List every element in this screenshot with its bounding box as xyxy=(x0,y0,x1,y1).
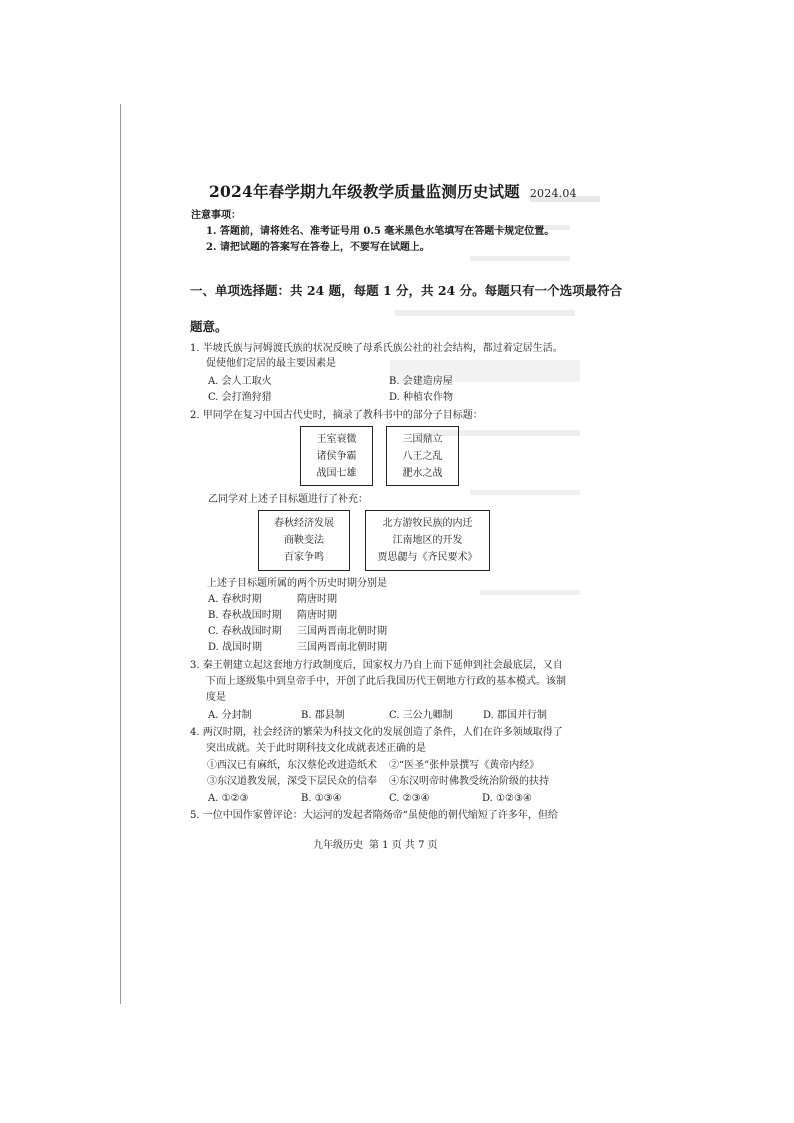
q1-option-b: B. 会建造房屋 xyxy=(389,376,453,387)
q2-option-a-letter: A. 春秋时期 xyxy=(208,594,262,605)
q4-option-b: B. ①③④ xyxy=(301,793,342,804)
q2-box1-line: 战国七雄 xyxy=(316,467,357,479)
q2-box-2 xyxy=(386,426,459,486)
q4-stem-line1: 4. 两汉时期，社会经济的繁荣为科技文化的发展创造了条件，人们在许多领域取得了 xyxy=(190,727,563,738)
q2-box2-line: 三国鼎立 xyxy=(402,433,443,445)
q4-option-c: C. ②③④ xyxy=(389,793,430,804)
q4-statement-1: ①西汉已有麻纸，东汉蔡伦改进造纸术 xyxy=(207,760,377,771)
q2-option-b-letter: B. 春秋战国时期 xyxy=(208,610,282,621)
q2-box-4 xyxy=(365,510,490,571)
q2-box-1 xyxy=(300,426,373,486)
notice-item-1: 1. 答题前，请将姓名、准考证号用 0.5 毫米黑色水笔填写在答题卡规定位置。 xyxy=(206,226,555,237)
q2-option-d-letter: D. 战国时期 xyxy=(208,642,263,653)
q2-box2-line: 淝水之战 xyxy=(402,467,443,479)
q2-box4-line: 贾思勰与《齐民要术》 xyxy=(377,552,478,563)
q4-stem-line2: 突出成就。关于此时期科技文化成就表述正确的是 xyxy=(206,743,426,754)
notice-heading: 注意事项： xyxy=(191,210,241,221)
bleed-through-mark xyxy=(470,490,580,495)
scan-edge-line xyxy=(120,104,121,1004)
q2-box3-line: 百家争鸣 xyxy=(284,552,324,563)
notice-item-2: 2. 请把试题的答案写在答卷上，不要写在试题上。 xyxy=(206,242,430,253)
q2-box2-line: 八王之乱 xyxy=(402,450,443,462)
q3-stem-line1: 3. 秦王朝建立起这套地方行政制度后，国家权力乃自上而下延伸到社会最底层，又自 xyxy=(190,660,563,671)
q2-box1-line: 王室衰微 xyxy=(316,433,357,445)
q2-box3-line: 春秋经济发展 xyxy=(274,518,334,529)
page-footer xyxy=(313,836,444,851)
q2-question: 上述子目标题所属的两个历史时期分别是 xyxy=(207,578,387,589)
q3-option-c: C. 三公九卿制 xyxy=(389,710,453,721)
q4-statement-2: ②“医圣”张仲景撰写《黄帝内经》 xyxy=(389,760,540,771)
q3-option-b: B. 郡县制 xyxy=(301,710,345,721)
section-heading: 一、单项选择题：共 24 题，每题 1 分，共 24 分。每题只有一个选项最符合 xyxy=(190,283,623,298)
q4-statement-4: ④东汉明帝时佛教受统治阶级的扶持 xyxy=(389,776,549,787)
q2-option-d-answer: 三国两晋南北朝时期 xyxy=(297,642,387,653)
footer-subject: 九年级历史 xyxy=(313,840,363,851)
q2-box4-line: 江南地区的开发 xyxy=(392,535,463,546)
q1-option-a: A. 会人工取火 xyxy=(208,376,272,387)
q3-stem-line3: 度是 xyxy=(206,692,226,703)
q2-supplement: 乙同学对上述子目标题进行了补充： xyxy=(208,494,368,505)
q2-box-3 xyxy=(258,510,350,571)
q4-option-d: D. ①②③④ xyxy=(482,793,532,804)
q1-option-c: C. 会打渔狩猎 xyxy=(208,392,272,403)
q3-stem-line2: 下而上逐级集中到皇帝手中，开创了此后我国历代王朝地方行政的基本模式。该制 xyxy=(206,676,566,687)
section-heading-cont: 题意。 xyxy=(190,319,228,334)
bleed-through-mark xyxy=(395,310,575,316)
q3-option-a: A. 分封制 xyxy=(208,710,252,721)
q2-option-c-letter: C. 春秋战国时期 xyxy=(208,626,282,637)
bleed-through-mark xyxy=(480,590,580,595)
q4-statement-3: ③东汉道教发展，深受下层民众的信奉 xyxy=(207,776,377,787)
exam-title xyxy=(209,180,577,202)
bleed-through-mark xyxy=(470,256,570,261)
exam-title-text: 2024年春学期九年级教学质量监测历史试题 xyxy=(209,182,520,201)
q2-option-b-answer: 隋唐时期 xyxy=(297,610,337,621)
q3-option-d: D. 郡国并行制 xyxy=(483,710,548,721)
q2-stem: 2. 甲同学在复习中国古代史时，摘录了教科书中的部分子目标题： xyxy=(190,410,483,421)
q2-option-c-answer: 三国两晋南北朝时期 xyxy=(297,626,387,637)
q2-box1-line: 诸侯争霸 xyxy=(316,450,357,462)
q1-stem-line1: 1. 半坡氏族与河姆渡氏族的状况反映了母系氏族公社的社会结构，都过着定居生活。 xyxy=(190,343,563,354)
footer-page-number: 第 1 页 共 7 页 xyxy=(369,840,438,851)
q2-box3-line: 商鞅变法 xyxy=(284,535,324,546)
q1-option-d: D. 种植农作物 xyxy=(389,392,454,403)
q1-stem-line2: 促使他们定居的最主要因素是 xyxy=(206,358,336,369)
exam-date: 2024.04 xyxy=(529,187,577,200)
q4-option-a: A. ①②③ xyxy=(208,793,249,804)
q2-box4-line: 北方游牧民族的内迁 xyxy=(382,518,473,529)
q5-stem-line1: 5. 一位中国作家曾评论：大运河的发起者隋炀帝“虽使他的朝代缩短了许多年，但给 xyxy=(190,810,558,821)
q2-option-a-answer: 隋唐时期 xyxy=(297,594,337,605)
